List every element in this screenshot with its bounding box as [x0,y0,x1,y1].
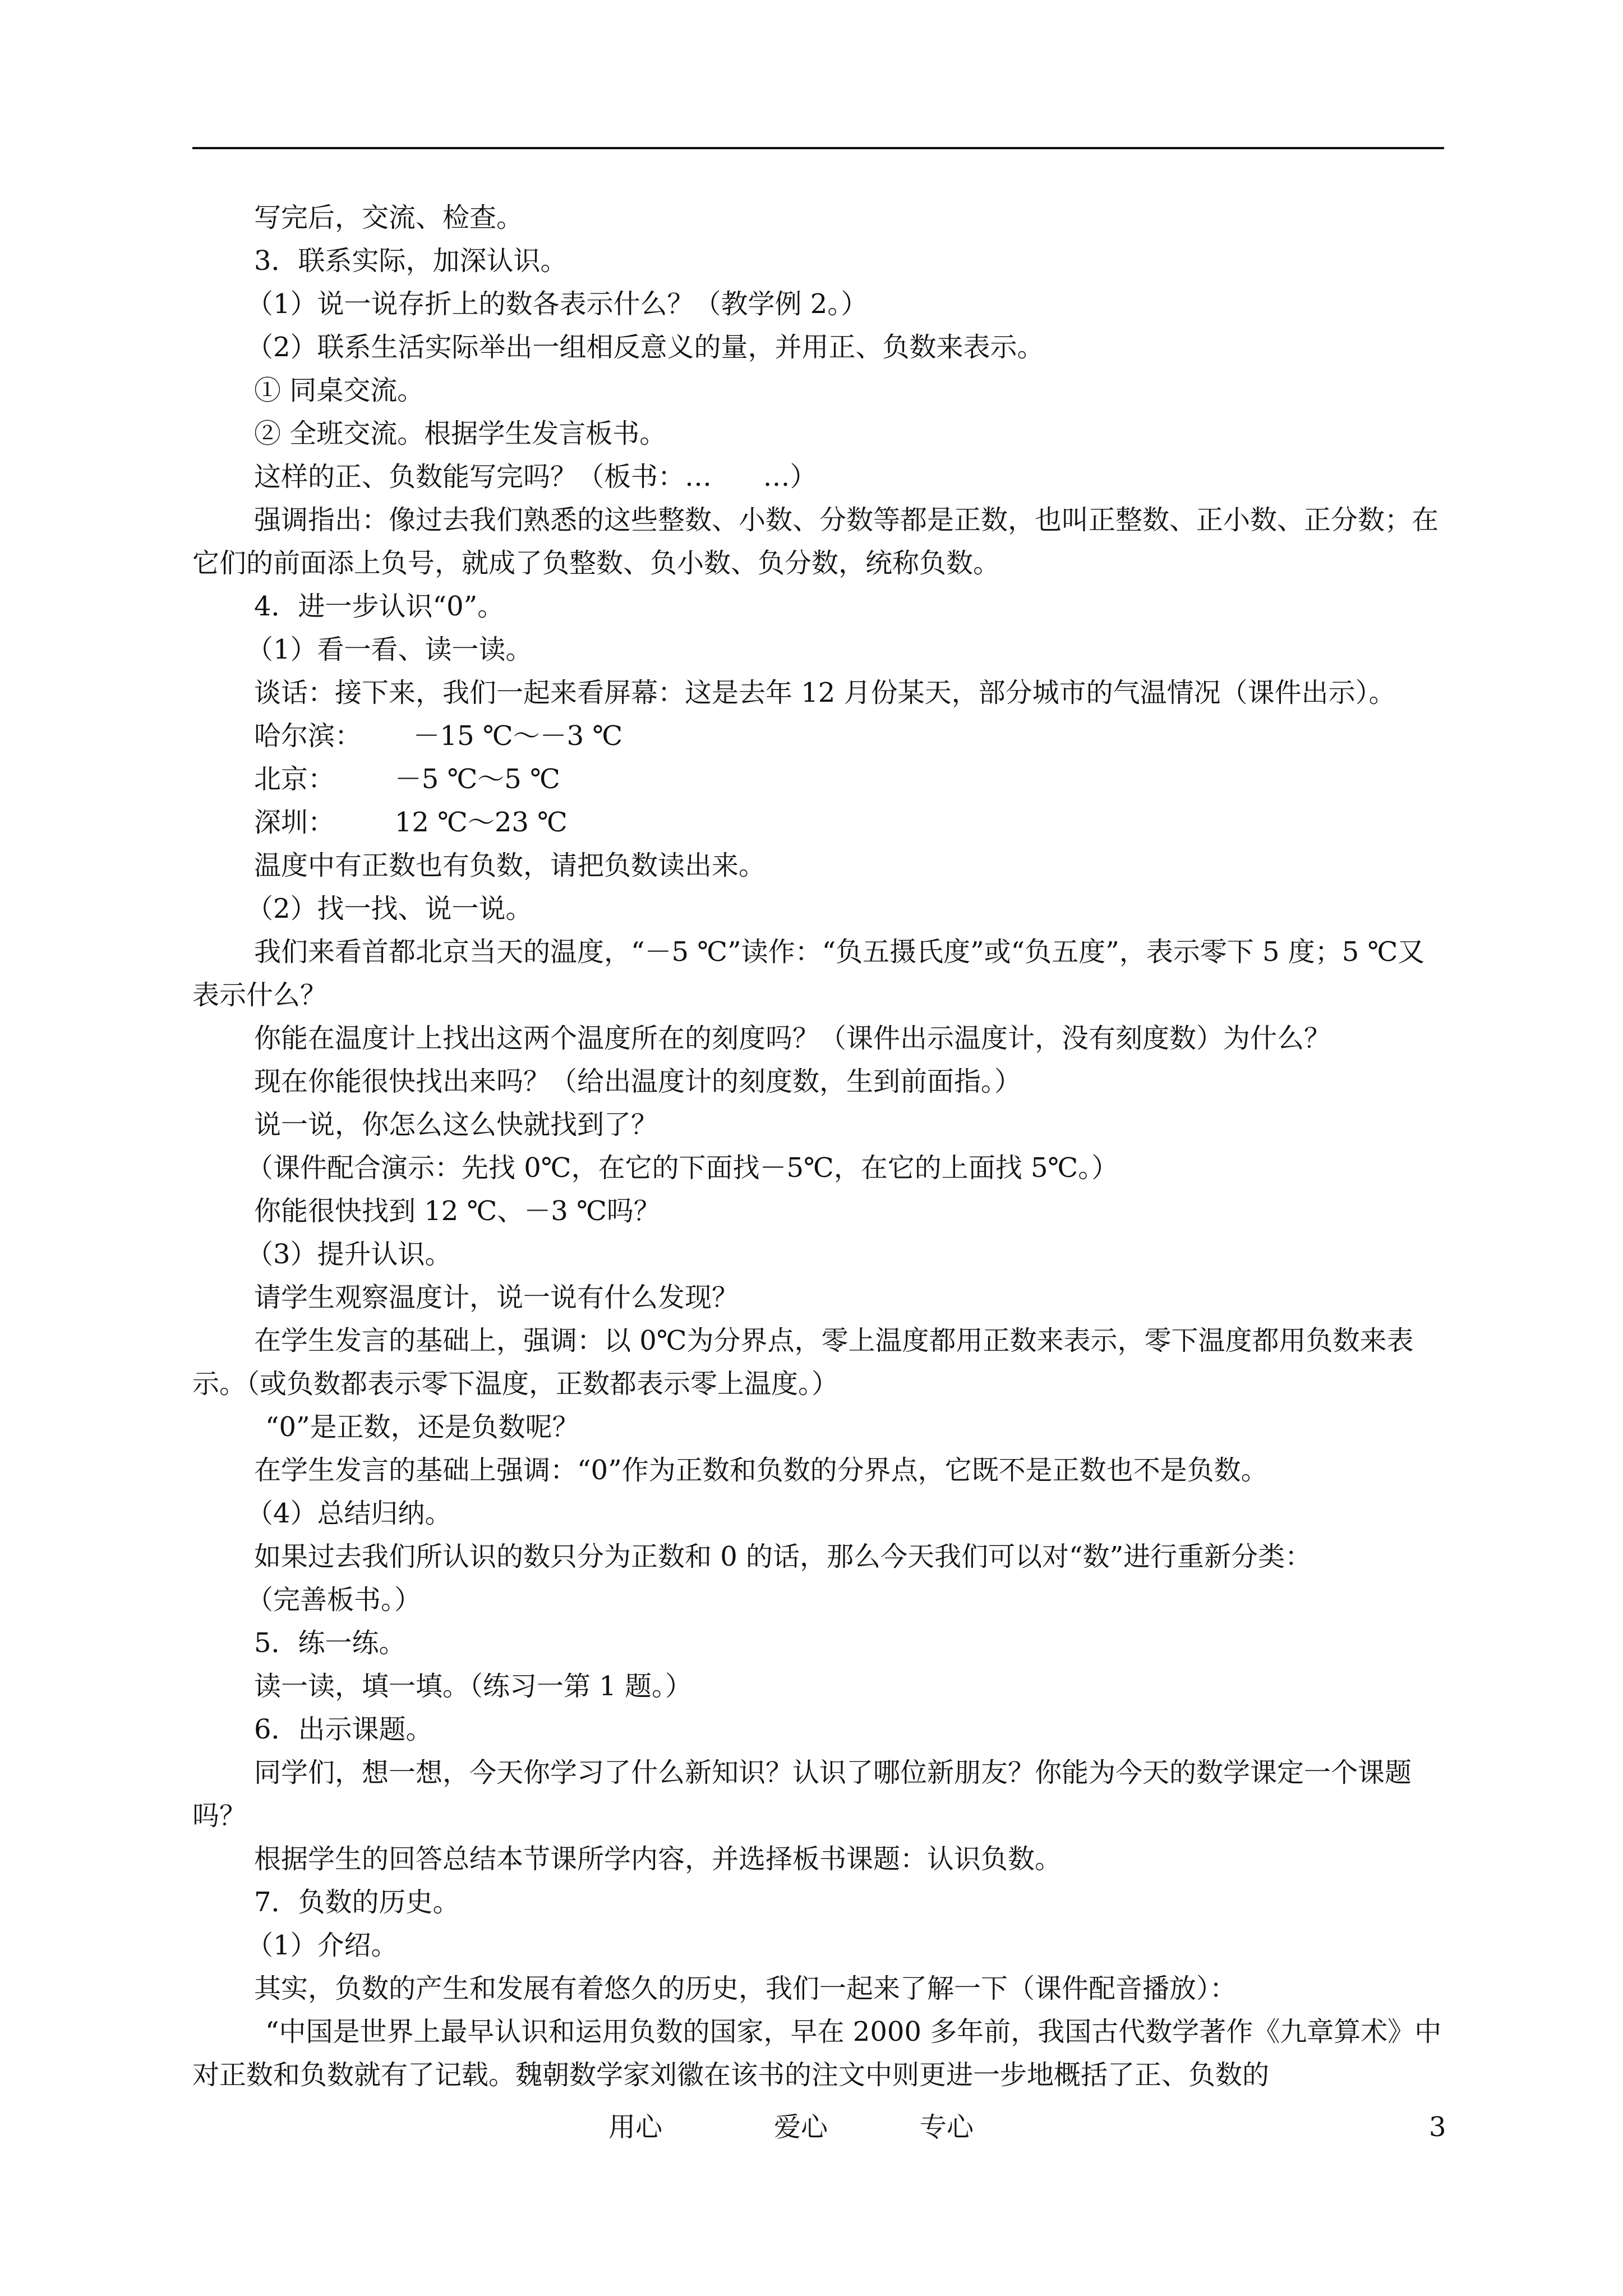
paragraph: 同学们，想一想，今天你学习了什么新知识？认识了哪位新朋友？你能为今天的数学课定一个课题吗？ [192,1757,1412,1832]
section-heading: 4．进一步认识“0”。 [254,591,505,622]
paragraph: ① 同桌交流。 [254,375,425,406]
paragraph: 请学生观察温度计，说一说有什么发现？ [254,1282,739,1313]
paragraph: （4）总结归纳。 [246,1498,452,1529]
paragraph: 在学生发言的基础上，强调：以 0℃为分界点，零上温度都用正数来表示，零下温度都用负数来表示。（或负数都表示零下温度，正数都表示零上温度。） [192,1325,1414,1400]
paragraph: 写完后，交流、检查。 [254,202,524,233]
paragraph: 你能在温度计上找出这两个温度所在的刻度吗？（课件出示温度计，没有刻度数）为什么？ [254,1023,1331,1054]
temperature-row: 北京： －5 ℃～5 ℃ [254,763,560,795]
header-rule [192,147,1444,149]
page-footer [0,2108,1623,2147]
paragraph: “0”是正数，还是负数呢？ [265,1411,579,1443]
paragraph: （1）介绍。 [246,1930,398,1961]
paragraph: 你能很快找到 12 ℃、－3 ℃吗？ [254,1195,661,1227]
document-body [192,196,1444,2097]
section-heading: 6．出示课题。 [254,1714,433,1745]
temperature-row: 深圳： 12 ℃～23 ℃ [254,807,568,838]
paragraph: 读一读，填一填。（练习一第 1 题。） [254,1671,693,1702]
paragraph: （1）说一说存折上的数各表示什么？（教学例 2。） [246,288,868,320]
paragraph: （3）提升认识。 [246,1239,452,1270]
paragraph: 温度中有正数也有负数，请把负数读出来。 [254,850,766,881]
paragraph: 根据学生的回答总结本节课所学内容，并选择板书课题：认识负数。 [254,1843,1062,1875]
footer-text-left: 用心 [608,2111,663,2143]
paragraph: 我们来看首都北京当天的温度，“－5 ℃”读作：“负五摄氏度”或“负五度”，表示零下 5 度；5 ℃又表示什么？ [192,936,1425,1011]
paragraph: 如果过去我们所认识的数只分为正数和 0 的话，那么今天我们可以对“数”进行重新分类： [254,1541,1312,1572]
footer-text-middle: 爱心 [774,2111,828,2143]
paragraph: （完善板书。） [246,1584,422,1616]
paragraph: （2）联系生活实际举出一组相反意义的量，并用正、负数来表示。 [246,332,1044,363]
paragraph: 这样的正、负数能写完吗？（板书：… …） [254,461,817,493]
footer-text-right: 专心 [920,2111,974,2143]
paragraph: 谈话：接下来，我们一起来看屏幕：这是去年 12 月份某天，部分城市的气温情况（课件出示）。 [254,677,1396,708]
page-number: 3 [1429,2111,1446,2143]
section-heading: 5．练一练。 [254,1627,406,1659]
paragraph: （1）看一看、读一读。 [246,634,533,665]
temperature-row: 哈尔滨： －15 ℃～－3 ℃ [254,720,623,752]
paragraph: （课件配合演示：先找 0℃，在它的下面找－5℃，在它的上面找 5℃。） [246,1152,1119,1184]
paragraph: ② 全班交流。根据学生发言板书。 [254,418,667,449]
paragraph: 现在你能很快找出来吗？（给出温度计的刻度数，生到前面指。） [254,1066,1022,1097]
paragraph: 强调指出：像过去我们熟悉的这些整数、小数、分数等都是正数，也叫正整数、正小数、正分数；在它们的前面添上负号，就成了负整数、负小数、负分数，统称负数。 [192,504,1439,579]
section-heading: 7．负数的历史。 [254,1887,460,1918]
paragraph: 说一说，你怎么这么快就找到了？ [254,1109,658,1140]
section-heading: 3．联系实际，加深认识。 [254,245,568,277]
paragraph: 其实，负数的产生和发展有着悠久的历史，我们一起来了解一下（课件配音播放）： [254,1973,1237,2004]
paragraph: （2）找一找、说一说。 [246,893,533,924]
paragraph: 在学生发言的基础上强调：“0”作为正数和负数的分界点，它既不是正数也不是负数。 [254,1455,1268,1486]
paragraph: “中国是世界上最早认识和运用负数的国家，早在 2000 多年前，我国古代数学著作《九章算术》中对正数和负数就有了记载。魏朝数学家刘徽在该书的注文中则更进一步地概括了正、负数的 [192,2016,1442,2091]
